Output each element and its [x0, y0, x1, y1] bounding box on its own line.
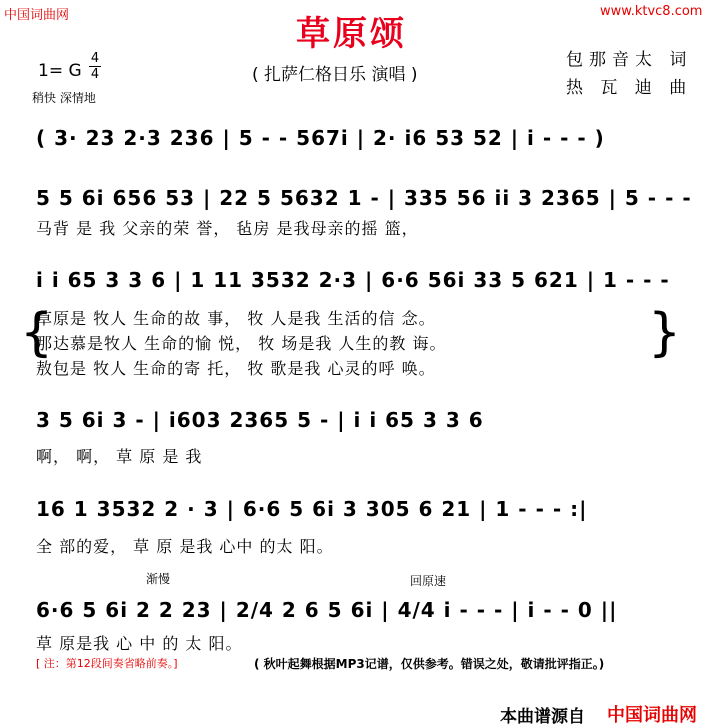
lyrics-row-4: 啊， 啊， 草 原 是 我 [36, 447, 203, 466]
site-url-right: www.ktvc8.com [600, 4, 703, 19]
lyrics-row-3-verse-2: 那达慕是牧人 生命的愉 悦， 牧 场是我 人生的教 诲。 [36, 334, 447, 353]
lyricist-credit: 包那音太 词 [566, 50, 693, 70]
score-row-6: 6·6 5 6i 2 2 23 | 2/4 2 6 5 6i | 4/4 i - - - | i - - 0 || [36, 598, 618, 622]
score-row-3: i i 65 3 3 6 | 1 11 3532 2·3 | 6·6 56i 33 5 621 | 1 - - - [36, 268, 670, 292]
score-row-5: 16 1 3532 2 · 3 | 6·6 5 6i 3 305 6 21 | 1 - - - :| [36, 497, 588, 521]
score-row-2: 5 5 6i 656 53 | 22 5 5632 1 - | 335 56 ii 3 2365 | 5 - - - [36, 186, 692, 210]
time-top: 4 [90, 51, 100, 66]
brace-left: { [20, 303, 54, 363]
time-signature [88, 52, 102, 81]
lyrics-row-6: 草 原是我 心 中 的 太 阳。 [36, 634, 243, 653]
transcription-note: ( 秋叶起舞根据MP3记谱，仅供参考。错误之处，敬请批评指正。) [254, 657, 605, 671]
site-name-left: 中国词曲网 [4, 8, 70, 23]
page-title: 草原颂 [296, 14, 407, 54]
lyrics-row-2: 马背 是 我 父亲的荣 誉， 毡房 是我母亲的摇 篮， [36, 219, 419, 238]
score-row-4: 3 5 6i 3 - | i603 2365 5 - | i i 65 3 3 6 [36, 408, 484, 432]
lyrics-row-3-verse-1: 草原是 牧人 生命的故 事， 牧 人是我 生活的信 念。 [36, 309, 436, 328]
key-signature: 1= G [38, 61, 82, 81]
lyrics-row-5: 全 部的爱， 草 原 是我 心中 的太 阳。 [36, 537, 334, 556]
tempo-marking: 稍快 深情地 [32, 91, 96, 105]
footer-site-name: 中国词曲网 [607, 705, 697, 726]
score-row-1: ( 3· 23 2·3 236 | 5 - - 567i | 2· i6 53 52 | i - - - ) [36, 126, 605, 150]
tempo-slowing: 渐慢 [146, 572, 171, 586]
tempo-a-tempo: 回原速 [410, 574, 447, 588]
time-bottom: 4 [90, 67, 100, 82]
lyrics-row-3-verse-3: 敖包是 牧人 生命的寄 托， 牧 歌是我 心灵的呼 唤。 [36, 359, 436, 378]
footer-source-label: 本曲谱源自 [500, 707, 585, 727]
arrangement-note: [ 注：第12段间奏省略前奏。] [36, 657, 178, 670]
brace-right: } [648, 303, 682, 363]
performer: ( 扎萨仁格日乐 演唱 ) [252, 65, 418, 85]
composer-credit: 热 瓦 迪 曲 [566, 78, 693, 98]
